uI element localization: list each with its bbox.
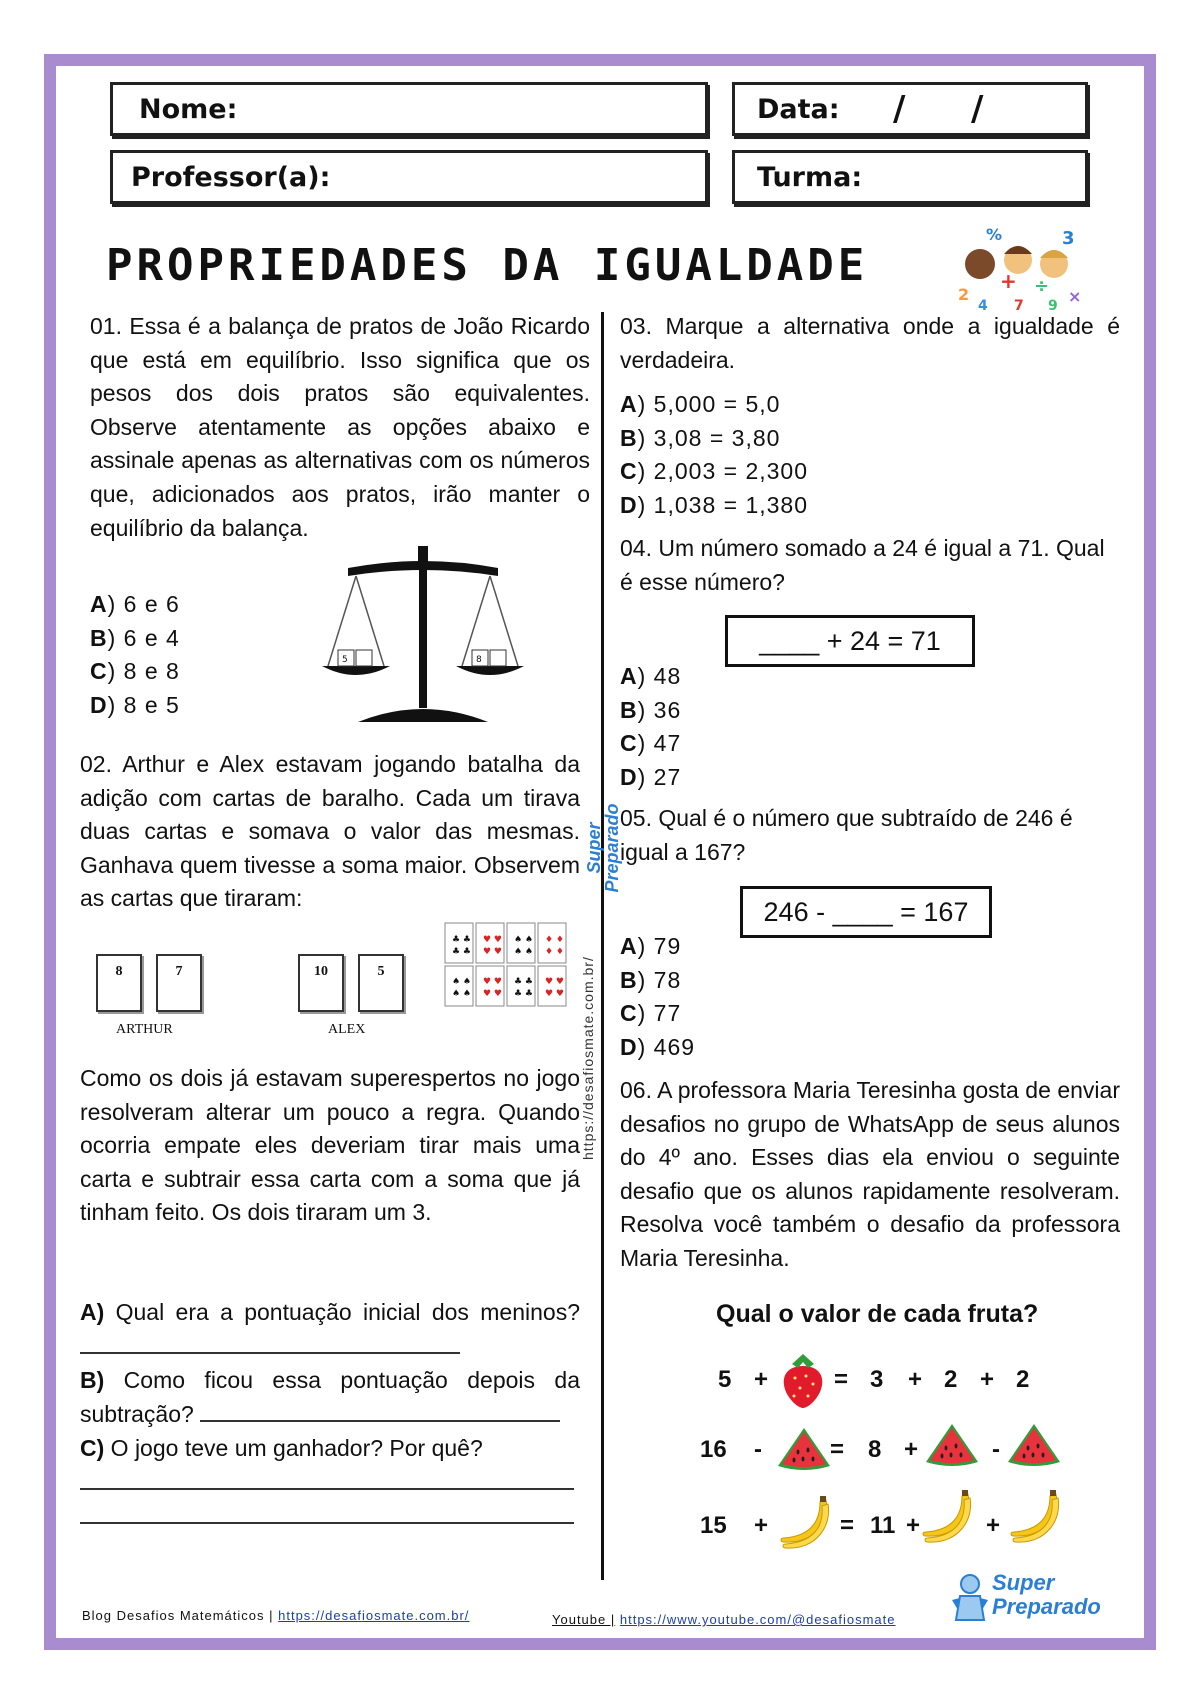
alex-card-1: 10 <box>298 954 344 1012</box>
option-letter: C <box>620 730 638 757</box>
svg-text:7: 7 <box>1014 298 1024 312</box>
footer-youtube <box>552 1612 896 1627</box>
svg-text:♣ ♣: ♣ ♣ <box>452 947 471 957</box>
banana-icon <box>776 1496 832 1552</box>
question-3-options <box>620 388 880 522</box>
watermark-brand <box>582 780 622 920</box>
svg-text:%: % <box>986 225 1003 244</box>
question-2b <box>80 1364 580 1431</box>
option-text: ) 27 <box>637 763 682 790</box>
row2-b: 8 <box>868 1436 882 1463</box>
svg-text:♦ ♦: ♦ ♦ <box>545 935 564 945</box>
question-1-options <box>90 588 230 722</box>
question-2a <box>80 1296 580 1363</box>
mascot-icon <box>950 1572 990 1622</box>
svg-text:♥ ♥: ♥ ♥ <box>483 977 502 987</box>
row2-op2: + <box>904 1436 919 1463</box>
date-field[interactable] <box>732 82 1088 136</box>
option-letter: C <box>620 1000 638 1027</box>
question-5-options <box>620 930 820 1064</box>
svg-text:♦ ♦: ♦ ♦ <box>545 947 564 957</box>
option-4b[interactable] <box>620 694 820 728</box>
teacher-field[interactable] <box>110 150 708 204</box>
name-field[interactable] <box>110 82 708 136</box>
option-4a[interactable] <box>620 660 820 694</box>
option-letter: A <box>620 391 638 417</box>
svg-text:♥ ♥: ♥ ♥ <box>483 947 502 957</box>
option-text: ) 78 <box>637 966 682 993</box>
option-5b[interactable] <box>620 964 820 998</box>
scale-right-number: 8 <box>476 655 482 665</box>
date-slash-2: / <box>971 89 984 129</box>
question-1-text: 01. Essa é a balança de pratos de João Ricardo que está em equilíbrio. Isso significa que os pesos dos dois pratos são equivalentes. Observe atentamente as opções abaixo e assinale apenas as alternativas com os números que, adicionados aos pratos, irão manter o equilíbrio da balança. <box>90 313 590 541</box>
svg-text:♣ ♣: ♣ ♣ <box>452 935 471 945</box>
answer-2c-line-2[interactable] <box>80 1522 574 1524</box>
question-2a-letter: A) <box>80 1299 105 1325</box>
question-2c-letter: C) <box>80 1435 105 1461</box>
option-3a[interactable] <box>620 388 880 422</box>
svg-text:3: 3 <box>1062 228 1075 249</box>
logo-text-bottom: Preparado <box>992 1594 1101 1619</box>
option-1b[interactable] <box>90 622 230 656</box>
date-label: Data: <box>757 93 840 125</box>
question-2c-text: O jogo teve um ganhador? Por quê? <box>104 1435 483 1461</box>
question-2b-letter: B) <box>80 1367 105 1393</box>
watermark-brand-bottom: Preparado <box>602 803 622 893</box>
option-letter: D <box>620 763 638 790</box>
option-text: ) 77 <box>637 1000 682 1027</box>
balance-scale-image <box>318 546 528 732</box>
svg-text:♥ ♥: ♥ ♥ <box>545 989 564 999</box>
question-6-text: 06. A professora Maria Teresinha gosta de enviar desafios no grupo de WhatsApp de seus alunos do 4º ano. Esses dias ela enviou o seguinte desafio que os alunos rapidamente resolveram. Resolva você também o desafio da professora Maria Teresinha. <box>620 1077 1120 1271</box>
option-text: ) 3,08 = 3,80 <box>637 424 781 451</box>
alex-card-2: 5 <box>358 954 404 1012</box>
logo-text-top: Super <box>992 1570 1055 1595</box>
scale-left-number: 5 <box>342 655 348 665</box>
svg-text:2: 2 <box>958 285 970 304</box>
watermelon-icon <box>924 1422 980 1466</box>
fruit-puzzle-title: Qual o valor de cada fruta? <box>716 1300 1039 1328</box>
option-letter: A <box>620 663 638 689</box>
watermark-url: https://desafiosmate.com.br/ <box>580 956 596 1160</box>
option-text: ) 8 e 8 <box>107 658 180 685</box>
arthur-card-2: 7 <box>156 954 202 1012</box>
question-4-text: 04. Um número somado a 24 é igual a 71. Qual é esse número? <box>620 535 1105 595</box>
row1-op1: + <box>754 1366 769 1393</box>
option-letter: C <box>620 458 638 485</box>
row3-a: 15 <box>700 1512 727 1539</box>
option-text: ) 48 <box>637 663 682 689</box>
question-2-text: 02. Arthur e Alex estavam jogando batalha da adição com cartas de baralho. Cada um tirava duas cartas e somava o valor das mesmas. Ganhava quem tivesse a soma maior. Observem as cartas que tiraram: <box>80 751 580 912</box>
option-text: ) 47 <box>637 730 682 757</box>
footer-youtube-label: Youtube | <box>552 1612 616 1627</box>
option-text: ) 79 <box>637 933 682 959</box>
row3-op1: + <box>754 1512 769 1539</box>
svg-text:♠ ♠: ♠ ♠ <box>452 977 471 987</box>
question-2c <box>80 1432 580 1466</box>
class-label: Turma: <box>757 161 863 193</box>
svg-text:÷: ÷ <box>1034 276 1050 297</box>
option-5c[interactable] <box>620 997 820 1031</box>
banana-icon <box>918 1490 974 1546</box>
row3-op3: + <box>986 1512 1001 1539</box>
row2-op1: - <box>754 1436 762 1463</box>
class-field[interactable] <box>732 150 1088 204</box>
option-letter: D <box>90 691 108 718</box>
row1-d: 2 <box>1016 1366 1030 1393</box>
option-letter: B <box>620 424 638 451</box>
question-4-options <box>620 660 820 794</box>
question-2b-text: Como ficou essa pontuação depois da subtração? <box>80 1367 580 1427</box>
fruit-row-1 <box>700 1350 1100 1410</box>
svg-text:♣ ♣: ♣ ♣ <box>514 977 533 987</box>
answer-2b-line[interactable] <box>200 1402 560 1422</box>
date-slash-1: / <box>893 89 906 129</box>
option-letter: D <box>620 1033 638 1060</box>
option-letter: A <box>620 933 638 959</box>
option-3b[interactable] <box>620 422 880 456</box>
fruit-row-2 <box>700 1420 1100 1480</box>
row1-eq: = <box>834 1366 849 1393</box>
watermelon-icon <box>776 1426 832 1470</box>
row3-b: 11 <box>870 1512 896 1539</box>
option-1a[interactable] <box>90 588 230 622</box>
option-5d[interactable] <box>620 1031 820 1065</box>
question-3-text: 03. Marque a alternativa onde a igualdade é verdadeira. <box>620 313 1120 373</box>
option-text: ) 5,000 = 5,0 <box>637 391 781 417</box>
option-text: ) 36 <box>637 696 682 723</box>
question-2-text-2: Como os dois já estavam superespertos no jogo resolveram alterar um pouco a regra. Quando ocorria empate eles deveriam tirar mais uma carta e subtrair essa carta com a soma que já tinham feito. Os dois tiraram um 3. <box>80 1065 580 1226</box>
footer-blog-link[interactable]: https://desafiosmate.com.br/ <box>278 1608 470 1623</box>
question-5-text: 05. Qual é o número que subtraído de 246 é igual a 167? <box>620 805 1073 865</box>
arthur-card-1: 8 <box>96 954 142 1012</box>
row1-c: 2 <box>944 1366 958 1393</box>
svg-text:×: × <box>1068 287 1082 306</box>
option-letter: B <box>620 966 638 993</box>
question-4-equation: ____ + 24 = 71 <box>725 615 975 667</box>
fruit-row-3 <box>700 1496 1100 1556</box>
option-text: ) 469 <box>637 1033 696 1060</box>
footer-youtube-link[interactable]: https://www.youtube.com/@desafiosmate <box>619 1612 896 1627</box>
option-text: ) 1,038 = 1,380 <box>637 491 808 518</box>
svg-text:4: 4 <box>978 298 988 312</box>
svg-text:♣ ♣: ♣ ♣ <box>514 989 533 999</box>
option-text: ) 6 e 6 <box>107 591 180 617</box>
row2-a: 16 <box>700 1436 727 1463</box>
option-5a[interactable] <box>620 930 820 964</box>
strawberry-icon <box>780 1352 826 1408</box>
column-divider <box>601 312 604 1580</box>
row3-eq: = <box>840 1512 855 1539</box>
svg-text:♠ ♠: ♠ ♠ <box>452 989 471 999</box>
option-3d[interactable] <box>620 489 880 523</box>
question-5-equation: 246 - ____ = 167 <box>740 886 992 938</box>
option-text: ) 8 e 5 <box>107 691 180 718</box>
banana-icon <box>1006 1490 1062 1546</box>
name-label: Nome: <box>139 93 238 125</box>
row1-op3: + <box>980 1366 995 1393</box>
super-preparado-logo <box>950 1568 1110 1628</box>
row2-eq: = <box>830 1436 845 1463</box>
teacher-label: Professor(a): <box>131 161 331 193</box>
row1-b: 3 <box>870 1366 884 1393</box>
answer-2a-line[interactable] <box>80 1334 460 1354</box>
option-letter: A <box>90 591 108 617</box>
watermelon-icon <box>1006 1422 1062 1466</box>
page-title: PROPRIEDADES DA IGUALDADE <box>106 240 869 291</box>
question-2a-text: Qual era a pontuação inicial dos meninos? <box>104 1299 580 1325</box>
option-1c[interactable] <box>90 655 230 689</box>
row2-op3: - <box>992 1436 1000 1463</box>
footer-blog <box>82 1608 469 1623</box>
kids-math-illustration <box>950 222 1090 312</box>
watermark-brand-text <box>585 783 621 913</box>
row1-a: 5 <box>718 1366 732 1393</box>
option-1d[interactable] <box>90 689 230 723</box>
footer-blog-label: Blog Desafios Matemáticos | <box>82 1608 274 1623</box>
svg-text:♠ ♠: ♠ ♠ <box>514 947 533 957</box>
svg-text:+: + <box>1000 269 1017 293</box>
row1-op2: + <box>908 1366 923 1393</box>
svg-text:♥ ♥: ♥ ♥ <box>483 935 502 945</box>
svg-text:♥ ♥: ♥ ♥ <box>483 989 502 999</box>
svg-text:9: 9 <box>1048 298 1058 312</box>
option-letter: C <box>90 658 108 685</box>
option-4d[interactable] <box>620 761 820 795</box>
option-4c[interactable] <box>620 727 820 761</box>
option-letter: B <box>620 696 638 723</box>
option-letter: D <box>620 491 638 518</box>
option-text: ) 2,003 = 2,300 <box>637 458 808 485</box>
option-letter: B <box>90 624 108 651</box>
answer-2c-line-1[interactable] <box>80 1488 574 1490</box>
alex-label: ALEX <box>328 1022 366 1037</box>
row3-op2: + <box>906 1512 921 1539</box>
playing-cards-image <box>444 922 570 1008</box>
svg-text:♥ ♥: ♥ ♥ <box>545 977 564 987</box>
option-text: ) 6 e 4 <box>107 624 180 651</box>
watermark-brand-top: Super <box>584 822 604 874</box>
arthur-label: ARTHUR <box>116 1022 173 1037</box>
option-3c[interactable] <box>620 455 880 489</box>
svg-text:♠ ♠: ♠ ♠ <box>514 935 533 945</box>
